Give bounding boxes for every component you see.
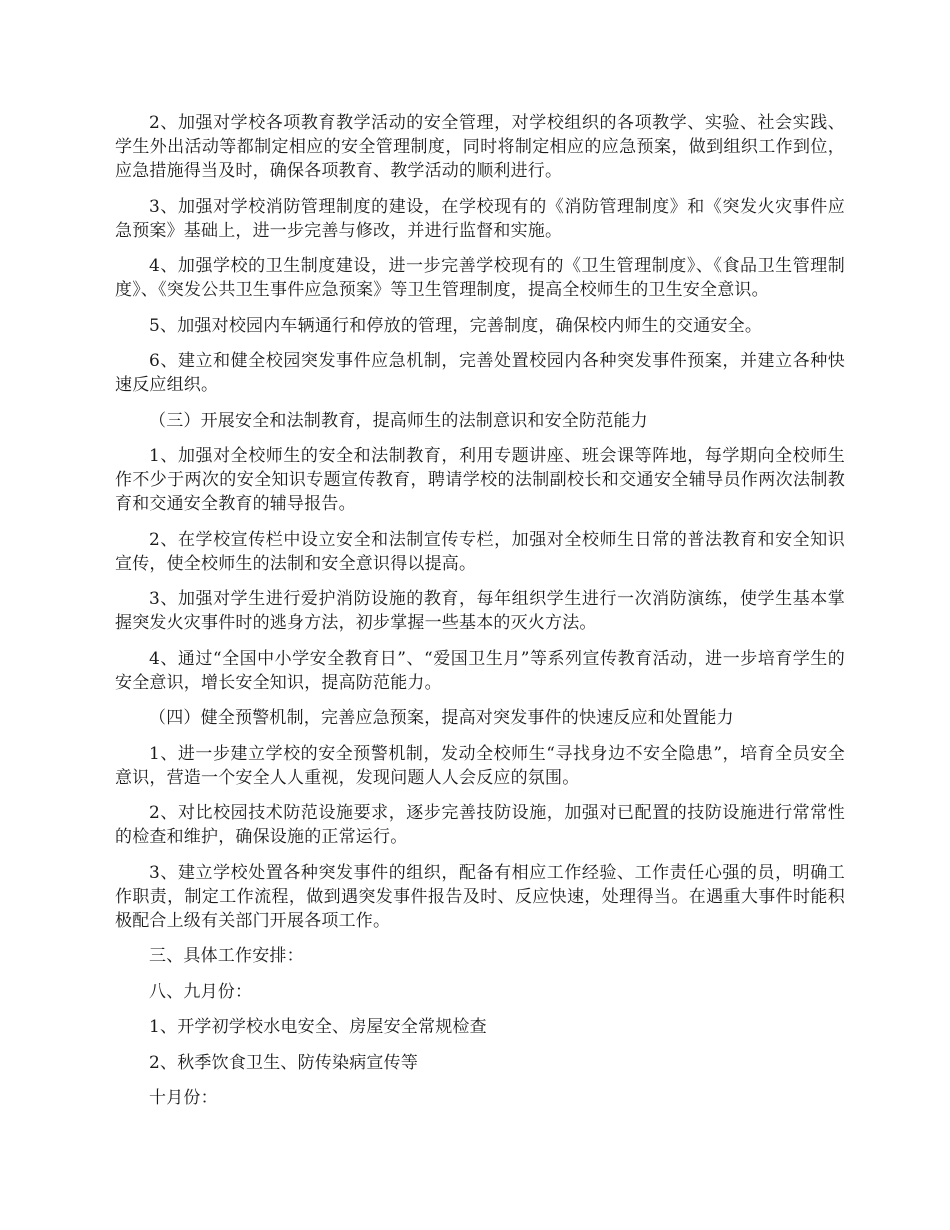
section-heading-safety-legal-education: （三）开展安全和法制教育，提高师生的法制意识和安全防范能力: [149, 410, 648, 431]
paragraph-health-system: 4、加强学校的卫生制度建设，进一步完善学校现有的《卫生管理制度》、《食品卫生管理制度》、《突发公共卫生事件应急预案》等卫生管理制度，提高全校师生的卫生安全意识。: [115, 256, 845, 300]
paragraph-emergency-organization: 3、建立学校处置各种突发事件的组织，配备有相应工作经验、工作责任心强的员，明确工作职责，制定工作流程，做到遇突发事件报告及时、反应快速，处理得当。在遇重大事件时能积极配合上级有关部门开展各项工作。: [115, 862, 845, 931]
paragraph-school-activity-safety: 2、加强对学校各项教育教学活动的安全管理，对学校组织的各项教学、实验、社会实践、学生外出活动等都制定相应的安全管理制度，同时将制定相应的应急预案，做到组织工作到位，应急措施得当及时，确保各项教育、教学活动的顺利进行。: [115, 113, 845, 181]
paragraph-fire-drill: 3、加强对学生进行爱护消防设施的教育，每年组织学生进行一次消防演练，使学生基本掌握突发火灾事件时的逃身方法，初步掌握一些基本的灭火方法。: [115, 589, 845, 633]
month-heading-aug-sep: 八、九月份：: [149, 981, 253, 1002]
paragraph-awareness-campaigns: 4、通过“全国中小学安全教育日”、“爱国卫生月”等系列宣传教育活动，进一步培育学生的安全意识，增长安全知识，提高防范能力。: [115, 648, 845, 693]
section-heading-early-warning: （四）健全预警机制，完善应急预案，提高对突发事件的快速反应和处置能力: [149, 708, 734, 728]
section-heading-work-schedule: 三、具体工作安排：: [149, 946, 304, 966]
paragraph-technical-prevention: 2、对比校园技术防范设施要求，逐步完善技防设施，加强对已配置的技防设施进行常常性的检查和维护，确保设施的正常运行。: [115, 803, 845, 847]
document-body: [115, 111, 845, 1122]
paragraph-bulletin-board: 2、在学校宣传栏中设立安全和法制宣传专栏，加强对全校师生日常的普法教育和安全知识宣传，使全校师生的法制和安全意识得以提高。: [115, 529, 845, 574]
month-heading-october: 十月份：: [149, 1088, 218, 1108]
schedule-item-food-hygiene: 2、秋季饮食卫生、防传染病宣传等: [149, 1052, 419, 1073]
schedule-item-inspection: 1、开学初学校水电安全、房屋安全常规检查: [149, 1017, 487, 1037]
paragraph-fire-management: 3、加强对学校消防管理制度的建设，在学校现有的《消防管理制度》和《突发火灾事件应急预案》基础上，进一步完善与修改，并进行监督和实施。: [115, 196, 845, 241]
paragraph-warning-mechanism: 1、进一步建立学校的安全预警机制，发动全校师生“寻找身边不安全隐患”，培育全员安全意识，营造一个安全人人重视，发现问题人人会反应的氛围。: [115, 743, 845, 788]
paragraph-legal-education: 1、加强对全校师生的安全和法制教育，利用专题讲座、班会课等阵地，每学期向全校师生作不少于两次的安全知识专题宣传教育，聘请学校的法制副校长和交通安全辅导员作两次法制教育和交通安全教育的辅导报告。: [115, 446, 845, 514]
paragraph-emergency-mechanism: 6、建立和健全校园突发事件应急机制，完善处置校园内各种突发事件预案，并建立各种快速反应组织。: [115, 351, 845, 395]
paragraph-vehicle-management: 5、加强对校园内车辆通行和停放的管理，完善制度，确保校内师生的交通安全。: [149, 315, 763, 336]
